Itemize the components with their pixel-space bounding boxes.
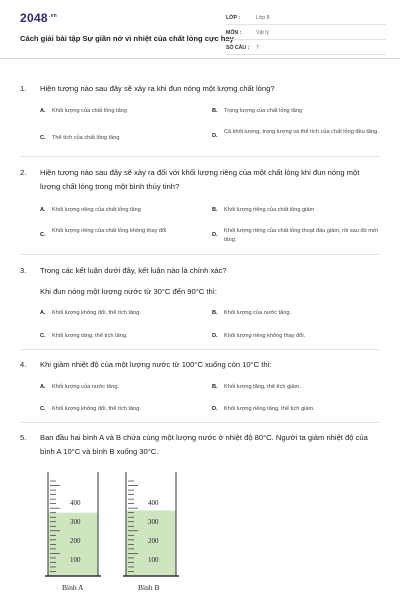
beaker-a-caption: Bình A — [62, 583, 84, 592]
tick-label-b-400: 400 — [148, 499, 159, 507]
page-header — [0, 0, 400, 59]
divider — [20, 349, 380, 350]
tick-label-b-300: 300 — [148, 518, 159, 526]
question-3-option-c[interactable]: C. Khối lượng tăng, thể tích tăng. — [40, 333, 128, 339]
tick-label-a-300: 300 — [70, 518, 81, 526]
question-3-option-b[interactable]: B. Khối lượng của nước tăng. — [212, 310, 292, 316]
question-3-option-d[interactable]: D. Khối lượng riêng không thay đổi. — [212, 333, 306, 339]
tick-label-b-100: 100 — [148, 556, 159, 564]
meta-row-count: SỐ CÂU : 7 — [226, 43, 386, 55]
page-title: Cách giải bài tập Sự giãn nở vì nhiệt của chất lỏng cực hay — [20, 34, 234, 43]
question-3-option-a[interactable]: A. Khối lượng không đổi, thể tích tăng. — [40, 310, 141, 316]
question-1-option-d[interactable]: D. Cả khối lượng, trọng lượng và thể tích của chất lỏng đều tăng. — [212, 129, 379, 139]
question-1-option-c[interactable]: C. Thể tích của chất lỏng tăng — [40, 135, 120, 141]
tick-label-a-400: 400 — [70, 499, 81, 507]
beaker-figure — [40, 470, 220, 598]
question-5: 5. Ban đầu hai bình A và B chứa cùng một lượng nước ở nhiệt độ 80°C. Người ta giảm nhiệt độ của bình A 10°C và bình B xuống 30°C. — [20, 433, 368, 456]
question-3: 3. Trong các kết luận dưới đây, kết luận nào là chính xác? — [20, 266, 227, 275]
question-4-option-b[interactable]: B. Khối lượng tăng, thể tích giảm. — [212, 384, 301, 390]
question-2-option-b[interactable]: B. Khối lượng riêng của chất lỏng giảm — [212, 207, 315, 213]
question-2-option-a[interactable]: A. Khối lượng riêng của chất lỏng tăng — [40, 207, 141, 213]
divider — [20, 254, 380, 255]
beaker-diagram — [40, 470, 220, 598]
question-1-option-a[interactable]: A. Khối lượng của chất lỏng tăng — [40, 108, 127, 114]
question-1-option-b[interactable]: B. Trọng lượng của chất lỏng tăng — [212, 108, 303, 114]
question-3-condition: Khi đun nóng một lượng nước từ 30°C đến 90°C thì: — [40, 287, 217, 296]
tick-label-a-100: 100 — [70, 556, 81, 564]
question-2-option-c[interactable]: C. Khối lượng riêng của chất lỏng không thay đổi — [40, 228, 167, 238]
tick-label-b-200: 200 — [148, 537, 159, 545]
question-2-option-d[interactable]: D. Khối lượng riêng của chất lỏng thoạt đầu giảm, rồi sau đó mới tăng. — [212, 228, 378, 243]
question-4-option-c[interactable]: C. Khối lượng không đổi, thể tích tăng. — [40, 406, 141, 412]
divider — [20, 422, 380, 423]
tick-label-a-200: 200 — [70, 537, 81, 545]
question-4-option-d[interactable]: D. Khối lượng riêng tăng, thể tích giảm. — [212, 406, 315, 412]
meta-row-class: LỚP : Lớp 8 — [226, 13, 386, 25]
question-4-option-a[interactable]: A. Khối lượng của nước tăng. — [40, 384, 120, 390]
site-logo[interactable]: $2048^{.vn}$ — [20, 11, 58, 25]
meta-row-subject: MÔN : Vật lý — [226, 28, 386, 40]
question-4: 4. Khi giảm nhiệt độ của một lượng nước từ 100°C xuống còn 10°C thì: — [20, 360, 272, 369]
beaker-b-caption: Bình B — [138, 583, 160, 592]
divider — [20, 156, 380, 157]
question-2: 2. Hiện tượng nào sau đây sẽ xảy ra đối với khối lượng riêng của một chất lỏng khi đun nóng một lượng chất lỏng trong một bình thủy tinh? — [20, 168, 360, 191]
question-1: 1. Hiện tượng nào sau đây sẽ xảy ra khi đun nóng một lượng chất lỏng? — [20, 84, 275, 93]
